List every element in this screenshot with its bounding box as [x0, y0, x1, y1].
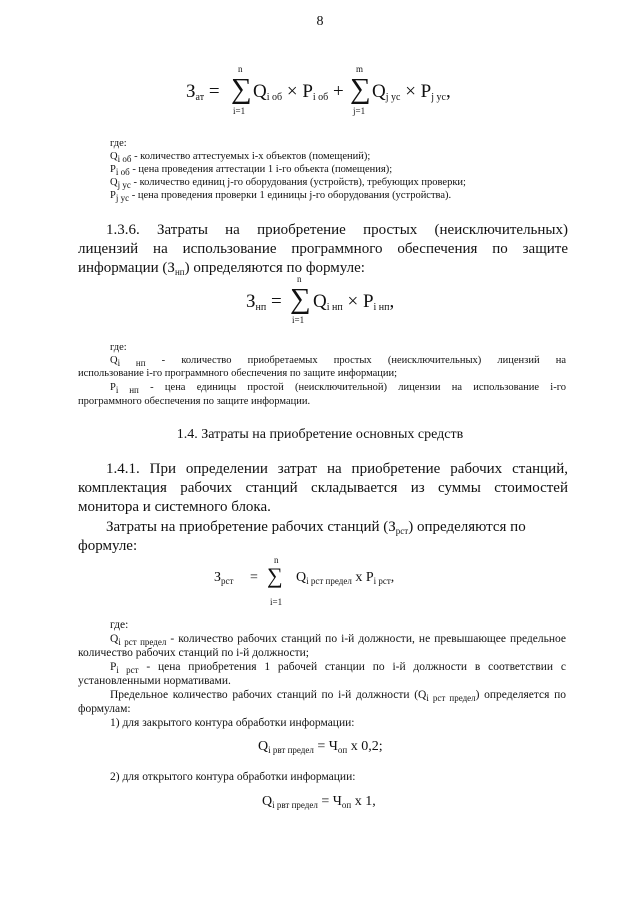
paragraph-line: формуле: — [78, 538, 138, 554]
formula-open-contour: $Q_{i рвт предел} = Ч_{оп}$ x 1, — [262, 794, 376, 810]
sum-upper-limit: n — [274, 555, 279, 565]
sum-lower-limit: i=1 — [270, 597, 283, 607]
formula-terms-1: $Q_{i об} \times P_{i об}$ + — [253, 81, 344, 103]
where-line: формулам: — [78, 703, 131, 715]
where-line: установленными нормативами. — [78, 675, 231, 687]
formula-lhs: $З_{ат}$ = — [186, 81, 220, 103]
formula-terms-2: $Q_{j ус} \times P_{j ус}$, — [372, 81, 451, 103]
formula-terms: $Q_{i рст предел}$ x $P_{i рст}$, — [296, 570, 395, 586]
where-line: количество рабочих станций по i-й должности; — [78, 647, 309, 659]
paragraph-line: информации $(З_{нп})$ определяются по формуле: — [78, 260, 365, 277]
paragraph-line: монитора и системного блока. — [78, 499, 271, 515]
sum2-upper-limit: m — [356, 64, 364, 74]
page-number: 8 — [316, 14, 324, 29]
formula-eq: = — [250, 570, 258, 585]
sum2-symbol: ∑ — [350, 73, 371, 105]
where-line: Предельное количество рабочих станций по i-й должности $(Q_{i рст предел})$ определяется по — [110, 689, 566, 703]
where-line: $P_{j ус}$ - цена проведения проверки 1 единицы j-го оборудования (устройства). — [110, 190, 452, 203]
formula-terms: $Q_{i нп} \times P_{i нп}$, — [313, 291, 395, 313]
sum-upper-limit: n — [238, 64, 243, 74]
where-line: использование i-го программного обеспечения по защите информации; — [78, 368, 398, 379]
where-line: программного обеспечения по защите информации. — [78, 396, 311, 407]
section-heading: 1.4. Затраты на приобретение основных средств — [176, 427, 464, 442]
paragraph-line: комплектация рабочих станций складывается из суммы стоимостей — [78, 480, 568, 496]
sum-symbol: ∑ — [231, 73, 252, 105]
case-label: 2) для открытого контура обработки информации: — [110, 771, 356, 783]
where-line: $P_{i рст}$ - цена приобретения 1 рабочей станции по i-й должности в соответствии с — [110, 661, 566, 675]
sum-symbol: ∑ — [267, 563, 283, 588]
paragraph-line: Затраты на приобретение рабочих станций $(З_{рст})$ определяются по — [106, 519, 526, 536]
case-label: 1) для закрытого контура обработки информации: — [110, 717, 355, 729]
where-line: $Q_{i рст предел}$ - количество рабочих станций по i-й должности, не превышающее предельное — [110, 633, 566, 647]
where-line: $Q_{i нп}$ - количество приобретаемых простых (неисключительных) лицензий на — [110, 355, 566, 368]
where-line: $Q_{i об}$ - количество аттестуемых i-х объектов (помещений); — [110, 151, 371, 164]
sum-upper-limit: n — [297, 274, 302, 284]
where-label: где: — [110, 342, 127, 353]
formula-closed-contour: $Q_{i рвт предел} = Ч_{оп}$ x 0,2; — [258, 739, 383, 755]
where-line: $P_{i нп}$ - цена единицы простой (неисключительной) лицензии на использование i-го — [110, 382, 566, 395]
where-label: где: — [110, 138, 127, 149]
sum-lower-limit: i=1 — [233, 106, 246, 116]
formula-lhs: $З_{нп}$ = — [246, 291, 282, 313]
paragraph-line: 1.4.1. При определении затрат на приобретение рабочих станций, — [106, 461, 568, 477]
paragraph-line: 1.3.6. Затраты на приобретение простых (неисключительных) — [106, 222, 568, 238]
sum2-lower-limit: j=1 — [353, 106, 366, 116]
sum-lower-limit: i=1 — [292, 315, 305, 325]
sum-symbol: ∑ — [290, 283, 311, 315]
where-line: $Q_{j ус}$ - количество единиц j-го оборудования (устройств), требующих проверки; — [110, 177, 466, 190]
formula-lhs: $З_{рст}$ — [214, 570, 234, 586]
paragraph-line: лицензий на использование программного обеспечения по защите — [78, 241, 568, 257]
where-line: $P_{i об}$ - цена проведения аттестации 1 i-го объекта (помещения); — [110, 164, 393, 177]
where-label: где: — [110, 619, 129, 631]
